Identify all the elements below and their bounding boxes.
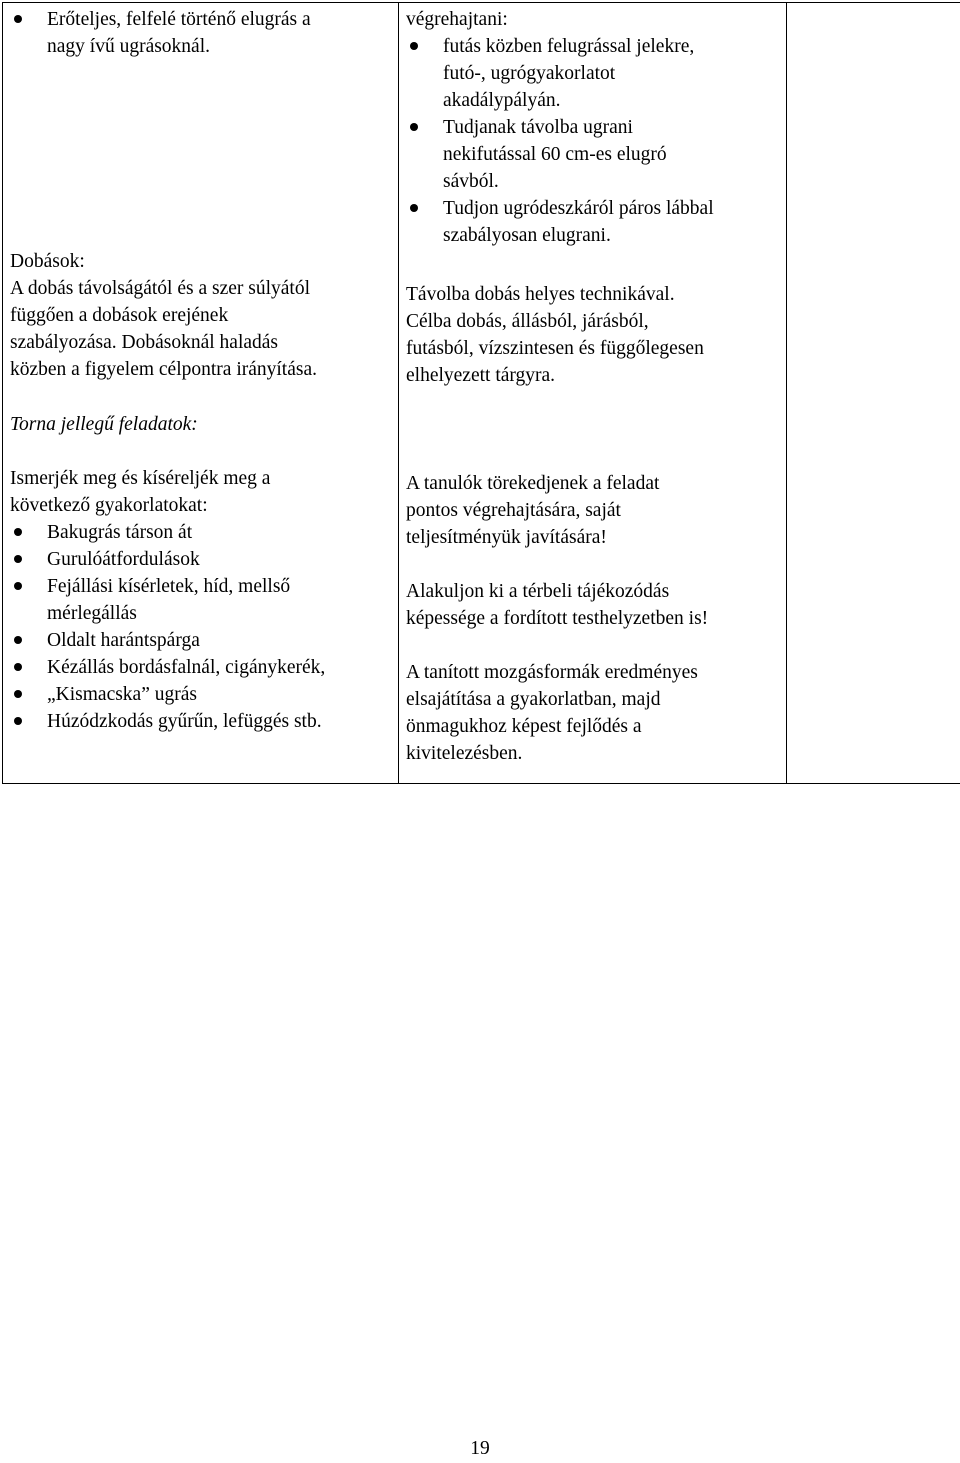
intro-bullet	[10, 6, 394, 60]
right-column-cell	[787, 3, 960, 784]
bullet-icon	[14, 717, 22, 725]
bullet-icon	[410, 204, 418, 212]
bullet-icon	[14, 636, 22, 644]
jumps-intro: végrehajtani:	[406, 9, 508, 30]
bullet-icon	[14, 15, 22, 23]
left-column-cell	[3, 3, 399, 784]
gymnastics-intro-line: következő gyakorlatokat:	[10, 495, 208, 516]
bullet-icon	[14, 582, 22, 590]
list-item: Tudjanak távolba ugrani nekifutással 60 cm-es elugró sávból.	[406, 114, 782, 195]
list-item: „Kismacska” ugrás	[10, 681, 394, 708]
list-item: Gurulóátfordulások	[10, 546, 394, 573]
expectation-paragraph-1: A tanulók törekedjenek a feladat pontos végrehajtására, saját teljesítményük javítására!	[406, 473, 660, 548]
gymnastics-heading: Torna jellegű feladatok:	[10, 414, 198, 435]
bullet-icon	[410, 123, 418, 131]
list-item: Oldalt harántspárga	[10, 627, 394, 654]
bullet-icon	[14, 555, 22, 563]
list-item: futás közben felugrással jelekre, futó-, ugrógyakorlatot akadálypályán.	[406, 33, 782, 114]
gymnastics-heading-block	[10, 411, 394, 438]
jumps-section	[406, 6, 782, 249]
bullet-icon	[14, 528, 22, 536]
list-item: Húzódzkodás gyűrűn, lefüggés stb.	[10, 708, 394, 735]
throw-goal-line: Célba dobás, állásból, járásból,	[406, 311, 649, 332]
list-item: Kézállás bordásfalnál, cigánykerék,	[10, 654, 394, 681]
gymnastics-section	[10, 465, 394, 735]
expectation-paragraph-3: A tanított mozgásformák eredményes elsajátítása a gyakorlatban, majd önmagukhoz képest fejlődés a kivitelezésben.	[406, 662, 698, 764]
bullet-icon	[14, 690, 22, 698]
gymnastics-list	[10, 519, 394, 735]
throws-text-line: szabályozása. Dobásoknál haladás	[10, 332, 279, 353]
list-item: Fejállási kísérletek, híd, mellső mérlegállás	[10, 573, 394, 627]
bullet-icon	[410, 42, 418, 50]
curriculum-table	[2, 2, 960, 784]
throw-goal-line: futásból, vízszintesen és függőlegesen	[406, 338, 704, 359]
list-item: Bakugrás társon át	[10, 519, 394, 546]
throw-goal-line: elhelyezett tárgyra.	[406, 365, 556, 386]
list-item: Erőteljes, felfelé történő elugrás a nagy ívű ugrásoknál.	[10, 6, 394, 60]
list-item: Tudjon ugródeszkáról páros lábbal szabályosan elugrani.	[406, 195, 782, 249]
expectation-paragraph-2: Alakuljon ki a térbeli tájékozódás képessége a fordított testhelyzetben is!	[406, 581, 709, 629]
throws-section	[10, 248, 394, 383]
throws-text-line: közben a figyelem célpontra irányítása.	[10, 359, 317, 380]
page-number: 19	[470, 1438, 490, 1459]
throws-heading: Dobások:	[10, 251, 85, 272]
throw-goals-section	[406, 281, 782, 389]
bullet-icon	[14, 663, 22, 671]
jumps-list	[406, 33, 782, 249]
table-row	[3, 3, 960, 784]
throws-text-line: A dobás távolságától és a szer súlyától	[10, 278, 311, 299]
throw-goal-line: Távolba dobás helyes technikával.	[406, 284, 675, 305]
middle-column-cell	[399, 3, 787, 784]
gymnastics-intro-line: Ismerjék meg és kíséreljék meg a	[10, 468, 271, 489]
throws-text-line: függően a dobások erejének	[10, 305, 229, 326]
